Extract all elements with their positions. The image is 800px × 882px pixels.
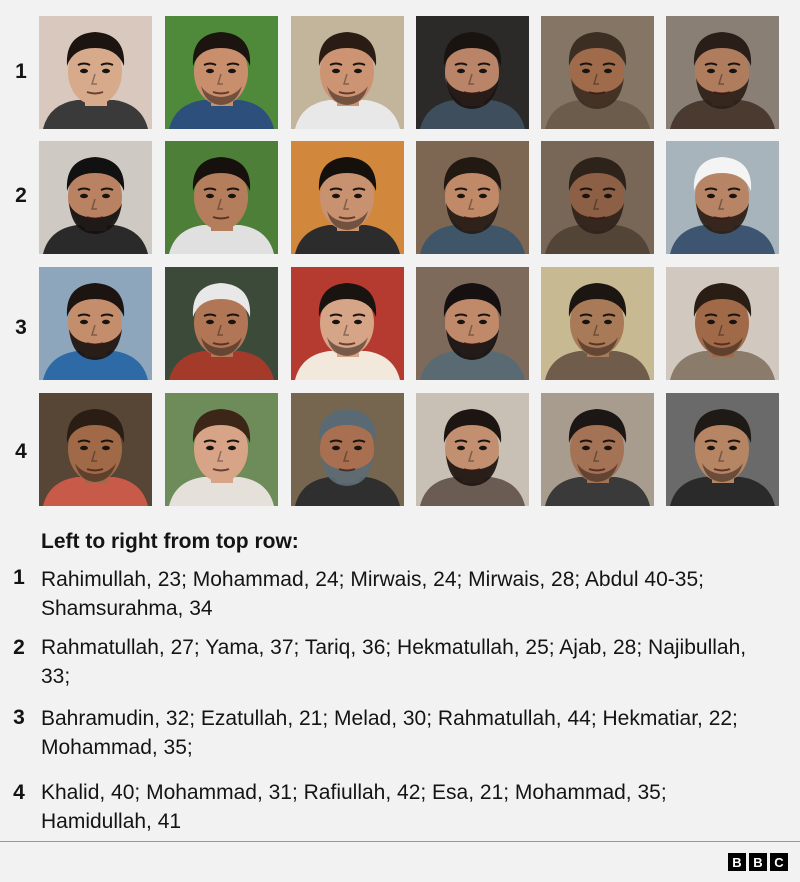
portrait-photo-r3-c3 [291, 267, 404, 380]
row-label-4: 4 [15, 440, 27, 463]
bbc-logo-letter-3: C [770, 853, 788, 871]
caption-row-text-2: Rahmatullah, 27; Yama, 37; Tariq, 36; Hekmatullah, 25; Ajab, 28; Najibullah, 33; [41, 636, 747, 688]
caption-row-text-3: Bahramudin, 32; Ezatullah, 21; Melad, 30; Rahmatullah, 44; Hekmatiar, 22; Mohammad, 35; [41, 707, 738, 759]
portrait-photo-r1-c6 [666, 16, 779, 129]
caption-heading: Left to right from top row: [41, 530, 299, 553]
portrait-photo-r3-c1 [39, 267, 152, 380]
portrait-photo-r3-c4 [416, 267, 529, 380]
portrait-photo-r4-c2 [165, 393, 278, 506]
portrait-photo-r2-c3 [291, 141, 404, 254]
portrait-photo-r3-c2 [165, 267, 278, 380]
portrait-photo-r2-c1 [39, 141, 152, 254]
row-label-1: 1 [15, 60, 27, 83]
portrait-photo-r2-c2 [165, 141, 278, 254]
portrait-photo-r4-c5 [541, 393, 654, 506]
bbc-logo-letter-1: B [728, 853, 746, 871]
caption-row-number-3: 3 [13, 706, 25, 729]
row-label-3: 3 [15, 316, 27, 339]
caption-row-number-1: 1 [13, 566, 25, 589]
portrait-photo-r1-c2 [165, 16, 278, 129]
caption-row-number-2: 2 [13, 636, 25, 659]
portrait-photo-r1-c1 [39, 16, 152, 129]
portrait-photo-r2-c6 [666, 141, 779, 254]
portrait-photo-r1-c4 [416, 16, 529, 129]
caption-row-text-4: Khalid, 40; Mohammad, 31; Rafiullah, 42; Esa, 21; Mohammad, 35; Hamidullah, 41 [41, 781, 667, 833]
footer-divider [0, 841, 800, 842]
portrait-photo-r1-c5 [541, 16, 654, 129]
caption-row-number-4: 4 [13, 781, 25, 804]
portrait-photo-r2-c4 [416, 141, 529, 254]
row-label-2: 2 [15, 184, 27, 207]
portrait-photo-r3-c6 [666, 267, 779, 380]
portrait-photo-r2-c5 [541, 141, 654, 254]
portrait-photo-r4-c6 [666, 393, 779, 506]
bbc-logo-letter-2: B [749, 853, 767, 871]
portrait-photo-r4-c1 [39, 393, 152, 506]
portrait-photo-r4-c3 [291, 393, 404, 506]
portrait-photo-r1-c3 [291, 16, 404, 129]
portrait-photo-r3-c5 [541, 267, 654, 380]
bbc-logo [728, 853, 788, 871]
portrait-photo-r4-c4 [416, 393, 529, 506]
caption-row-text-1: Rahimullah, 23; Mohammad, 24; Mirwais, 24; Mirwais, 28; Abdul 40-35; Shamsurahma, 34 [41, 568, 704, 620]
